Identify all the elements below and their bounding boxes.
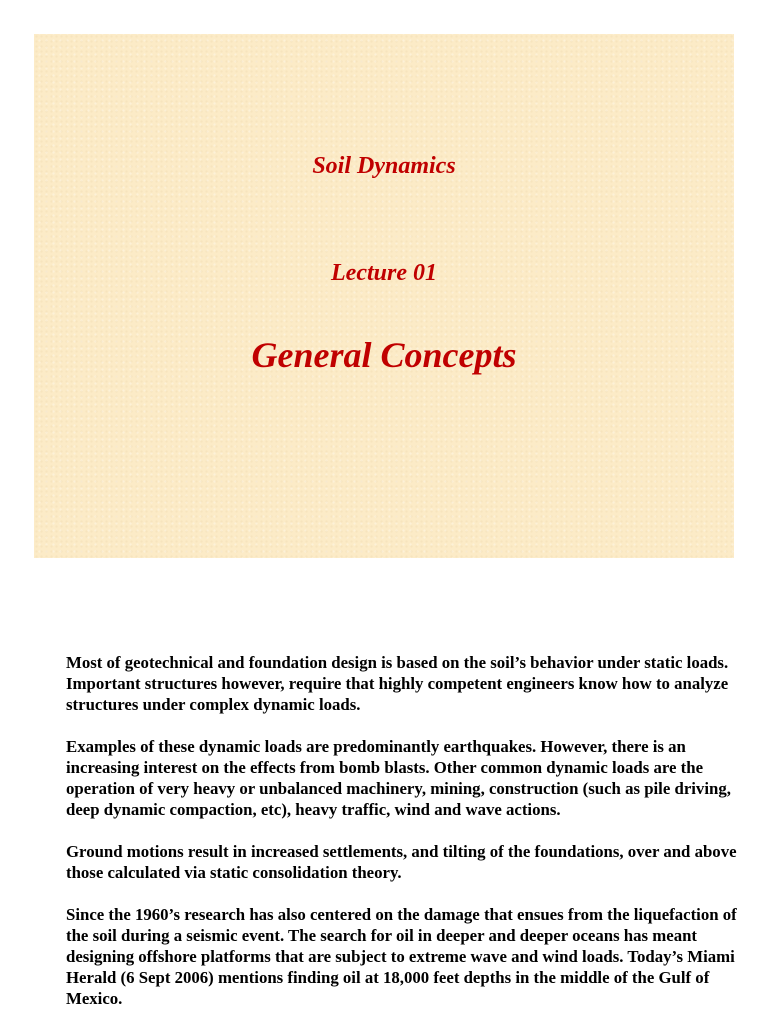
paragraph-static-vs-dynamic: Most of geotechnical and foundation design is based on the soil’s behavior under static loads. Important structures however, require that highly competent engineers know how to analyze structures under complex dynamic loads. [66,653,729,714]
lecture-title: General Concepts [251,335,517,375]
course-title: Soil Dynamics [312,153,456,179]
body-text [66,652,738,1024]
lecture-number: Lecture 01 [331,260,437,286]
paragraph-dynamic-load-examples: Examples of these dynamic loads are predominantly earthquakes. However, there is an increasing interest on the effects from bomb blasts. Other common dynamic loads are the operation of very heavy or unbalanced machinery, mining, construction (such as pile driving, deep dynamic compaction, etc), heavy traffic, wind and wave actions. [66,737,731,819]
paragraph-ground-motions: Ground motions result in increased settlements, and tilting of the foundations, over and above those calculated via static consolidation theory. [66,842,737,882]
title-slide [34,34,734,558]
paragraph-liquefaction-offshore: Since the 1960’s research has also centered on the damage that ensues from the liquefaction of the soil during a seismic event. The search for oil in deeper and deeper oceans has meant designing offshore platforms that are subject to extreme wave and wind loads. Today’s Miami Herald (6 Sept 2006) mentions finding oil at 18,000 feet depths in the middle of the Gulf of Mexico. [66,905,737,1008]
